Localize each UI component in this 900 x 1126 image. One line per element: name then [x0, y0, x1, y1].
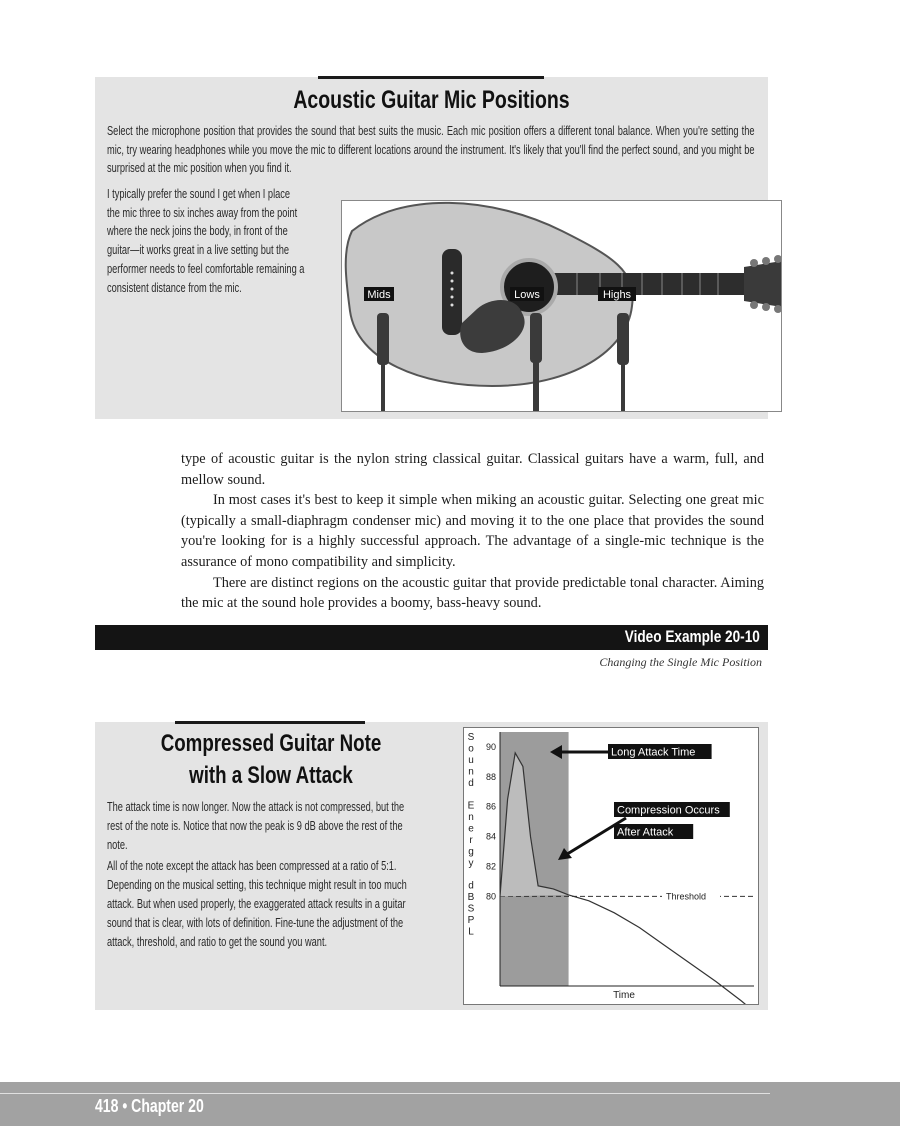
- y-axis-label-letter: n: [468, 766, 474, 778]
- video-example-label: Video Example 20-10: [624, 627, 760, 646]
- y-tick-label: 88: [486, 771, 497, 782]
- footer-text: [95, 1096, 204, 1117]
- chapter-label: Chapter 20: [131, 1096, 204, 1116]
- sidebar-title: Acoustic Guitar Mic Positions: [293, 86, 570, 114]
- y-axis-label-letter: P: [467, 915, 475, 926]
- y-tick-label: 90: [486, 741, 497, 752]
- footer-separator: •: [122, 1096, 128, 1116]
- sidebar-rule: [175, 721, 365, 724]
- y-axis-label-letter: u: [468, 755, 474, 766]
- sidebar-line: All of the note except the attack has been compressed at a ratio of 5:1.: [107, 859, 397, 873]
- page-number: 418: [95, 1096, 119, 1116]
- y-tick-label: 80: [486, 891, 497, 902]
- y-axis-label-letter: g: [468, 846, 474, 858]
- body-text: [181, 449, 764, 614]
- series-line-2: [569, 895, 754, 1004]
- sidebar-line: consistent distance from the mic.: [107, 280, 242, 295]
- video-example-bar: [95, 625, 768, 650]
- y-axis-label-letter: n: [468, 812, 474, 823]
- sidebar-line: attack. But when used properly, the exaggerated attack results in a guitar: [107, 897, 406, 911]
- threshold-label: Threshold: [666, 891, 707, 902]
- video-caption: Changing the Single Mic Position: [599, 655, 762, 669]
- y-axis-label-letter: B: [467, 892, 475, 903]
- footer-rule: [0, 1093, 770, 1094]
- y-tick-label: 82: [486, 861, 497, 872]
- paragraph: In most cases it's best to keep it simple when miking an acoustic guitar. Selecting one great mic (typically a small-diaphragm condenser mic) and moving it to the one place that provides the sound you're looking for is a highly successful approach. The advantage of a single-mic technique is the assurance of mono compatibility and simplicity.: [181, 492, 764, 570]
- sidebar-line: performer needs to feel comfortable remaining a: [107, 261, 305, 276]
- lows-label: Lows: [514, 289, 540, 301]
- sidebar-line: Depending on the musical setting, this technique might result in too much: [107, 878, 407, 892]
- compression-chart: [463, 727, 759, 1005]
- sidebar-line: note.: [107, 838, 128, 852]
- y-axis-label-letter: r: [469, 835, 473, 846]
- y-tick-label: 86: [486, 801, 497, 812]
- guitar-photo: [341, 200, 782, 412]
- sidebar-line: I typically prefer the sound I get when I place: [107, 187, 291, 201]
- mids-label: Mids: [367, 289, 391, 301]
- sidebar-intro: Select the microphone position that provides the sound that best suits the music. Each mic position offers a different tonal balance. When you're setting the mic, try wearing headphones while you move the mic to different locations around the instrument. It's likely that you'll find the perfect sound, and you might be surprised at the mic position when you find it.: [107, 124, 755, 175]
- y-axis-label-letter: y: [468, 858, 474, 869]
- sidebar-line: where the neck joins the body, in front of the: [107, 224, 288, 239]
- sidebar-rule: [318, 76, 544, 79]
- highs-label: Highs: [602, 289, 632, 301]
- annotation-label: Long Attack Time: [611, 746, 696, 759]
- y-tick-label: 84: [486, 831, 497, 842]
- sidebar-line: sound that is clear, with lots of definition. Fine-tune the adjustment of the: [107, 916, 404, 930]
- paragraph: type of acoustic guitar is the nylon string classical guitar. Classical guitars have a warm, full, and mellow sound.: [181, 451, 764, 488]
- annotation-label: After Attack: [617, 826, 674, 839]
- sidebar-line: The attack time is now longer. Now the attack is not compressed, but the: [107, 800, 405, 814]
- y-axis-label-letter: e: [468, 823, 474, 835]
- x-axis-label: Time: [613, 990, 635, 1001]
- guitar-illustration: [342, 201, 781, 411]
- y-axis-label-letter: d: [468, 880, 474, 892]
- sidebar-title-line1: Compressed Guitar Note: [160, 730, 382, 757]
- sidebar-title-line2: with a Slow Attack: [189, 762, 353, 789]
- y-axis-label-letter: L: [468, 926, 474, 938]
- y-axis-label-letter: S: [467, 903, 475, 915]
- sidebar-line: guitar—it works great in a live setting but the: [107, 243, 290, 258]
- y-axis-label-letter: d: [468, 778, 474, 789]
- sidebar-line: rest of the note is. Notice that now the peak is 9 dB above the rest of the: [107, 819, 403, 833]
- annotation-label: Compression Occurs: [617, 804, 720, 817]
- y-axis-label-letter: o: [468, 743, 474, 755]
- sidebar-line: attack, threshold, and ratio to get the sound you want.: [107, 935, 328, 949]
- paragraph: There are distinct regions on the acoustic guitar that provide predictable tonal character. Aiming the mic at the sound hole provides a boomy, bass-heavy sound.: [181, 574, 764, 612]
- y-axis-label-letter: E: [467, 800, 475, 812]
- y-axis-label-letter: S: [467, 732, 475, 743]
- sidebar-line: the mic three to six inches away from the point: [107, 205, 298, 220]
- compression-chart-svg: [464, 728, 758, 1004]
